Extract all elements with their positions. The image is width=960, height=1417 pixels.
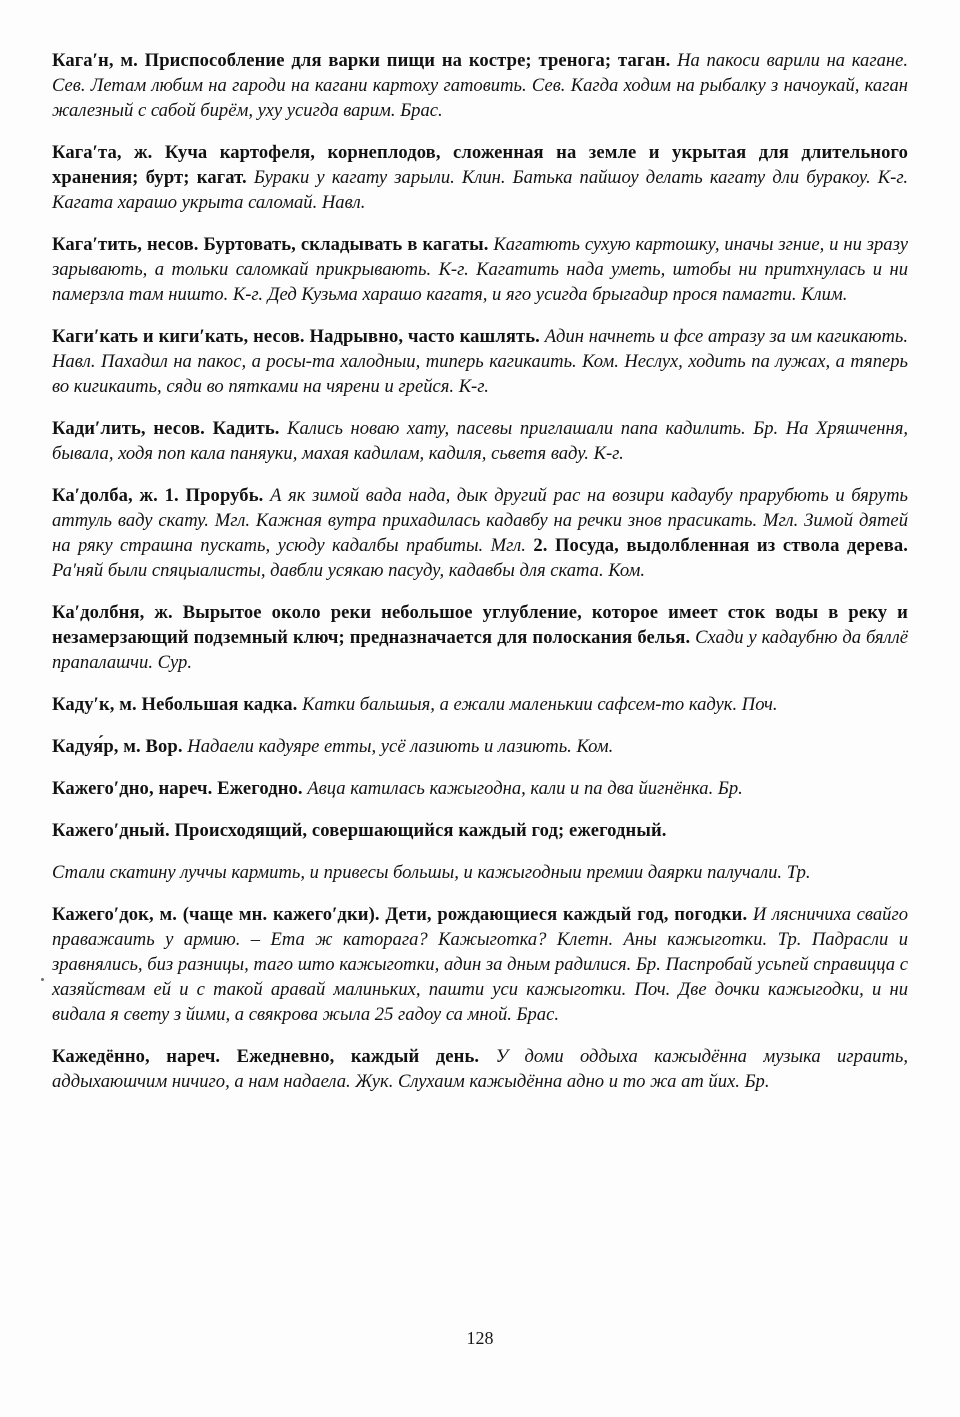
entry-headword: Каду′к, м. Небольшая кадка.	[52, 694, 298, 715]
dictionary-entry	[52, 483, 908, 583]
entry-sense-2-definition: 2. Посуда, выдолбленная из ствола дерева.	[533, 535, 908, 556]
entry-examples: Надаели кадуяре етты, усё лазиють и лазиють. Ком.	[187, 736, 614, 757]
entry-examples: А як зимой вада нада, дык другий рас на возири кадаубу прарубють и бяруть аттуль ваду скату. Мгл. Кажная вутра прихадилась кадавбу на речки знов прасикать. Мгл. Зимой дятей на ряку страшна пускать, усюду кадалбы прабиты. Мгл.	[52, 485, 908, 556]
margin-speck	[41, 978, 44, 981]
entry-examples: Кались новаю хату, пасевы приглашали папа кадилить. Бр. На Хряшчення, бывала, ходя поп кала паняуки, махая кадилам, кадиля, сьветя ваду. К-г.	[52, 418, 908, 464]
entry-examples: Кагатють сухую картошку, иначы згние, и ни зразу зарывають, а тольки саломкай прикрывають. К-г. Кагатить нада уметь, штобы ни притхнулась и ни памерзла там ништо. К-г. Дед Кузьма харашо кагатя, и яго усигда брыгадир прося памагти. Клим.	[52, 234, 908, 305]
entry-headword: Кажего′дно, нареч. Ежегодно.	[52, 778, 303, 799]
entry-examples: Схади у кадаубню да бяллё прапалашчи. Сур.	[52, 627, 908, 673]
entry-headword: Кажего′док, м. (чаще мн. кажего′дки). Дети, рождающиеся каждый год, погодки.	[52, 904, 748, 925]
dictionary-entry	[52, 416, 908, 466]
dictionary-entry	[52, 1044, 908, 1094]
entry-examples: На пакоси варили на кагане. Сев. Летам любим на гароди на кагани картоху гатовить. Сев. Кагда ходим на рыбалку з начоукай, каган жалезный с сабой бирём, уху усигда варим. Брас.	[52, 50, 908, 121]
entry-examples: Авца катилась кажыгодна, кали и па два йигнёнка. Бр.	[307, 778, 743, 799]
dictionary-entry	[52, 734, 908, 759]
dictionary-entry	[52, 600, 908, 675]
entry-headword: Кага′н, м. Приспособление для варки пищи на костре; тренога; таган.	[52, 50, 671, 71]
page-content-column	[52, 48, 908, 1094]
entry-examples: Адин начнеть и фсе атразу за им кагикають. Навл. Пахадил на пакос, а росы-та халодныи, типерь кагикаить. Ком. Неслух, ходить па лужах, а тяперь во кигикаить, сяди во пятками на чярени и грейся. К-г.	[52, 326, 908, 397]
dictionary-entry	[52, 692, 908, 717]
dictionary-entry	[52, 776, 908, 801]
entry-headword: Кага′та, ж. Куча картофеля, корнеплодов, сложенная на земле и укрытая для длительного хранения; бурт; кагат.	[52, 142, 908, 188]
standalone-illustration-paragraph: Стали скатину луччы кармить, и привесы большы, и кажыгодныи премии даярки палучали. Тр.	[52, 862, 811, 883]
page-number: 128	[466, 1328, 494, 1348]
entry-examples: Бураки у кагату зарыли. Клин. Батька пайшоу делать кагату дли буракоу. К-г. Кагата харашо укрыта саломай. Навл.	[52, 167, 908, 213]
entry-headword: Кади′лить, несов. Кадить.	[52, 418, 280, 439]
entry-headword: Ка′долба, ж. 1. Прорубь.	[52, 485, 264, 506]
dictionary-entry	[52, 818, 908, 843]
dictionary-entry	[52, 232, 908, 307]
entry-examples: Катки бальшыя, а ежали маленькии сафсем-то кадук. Поч.	[302, 694, 778, 715]
entry-sense-2-examples: Ра′няй были спяцыалисты, давбли усякаю пасуду, кадавбы для ската. Ком.	[52, 560, 646, 581]
dictionary-entry	[52, 902, 908, 1027]
dictionary-entry	[52, 324, 908, 399]
dictionary-entry	[52, 48, 908, 123]
entry-examples: И лясничиха свайго праважаить у армию. – Ета ж каторага? Кажыготка? Клетн. Аны кажыготки. Тр. Падрасли и зравнялись, биз разницы, таго што кажыготки, адин за дным радилися. Бр. Паспробай усьпей справицца с хазяйствам ей и с такой аравай малиньких, пашти уси кажыготки. Поч. Две дочки кажыгодки, и ни видала я свету з йими, а свякрова жыла 25 гадоу са мной. Брас.	[52, 904, 909, 1025]
entry-headword: Кажего′дный. Происходящий, совершающийся каждый год; ежегодный.	[52, 820, 667, 841]
entry-headword: Кага′тить, несов. Буртовать, складывать в кагаты.	[52, 234, 489, 255]
entry-headword: Ка′долбня, ж. Вырытое около реки небольшое углубление, которое имеет сток воды в реку и незамерзающий подземный ключ; предназначается для полоскания белья.	[52, 602, 908, 648]
entry-examples: У доми оддыха кажыдённа музыка играить, аддыхаюшчим ничиго, а нам надаела. Жук. Слухаим кажыдённа адно и то жа ат йих. Бр.	[52, 1046, 908, 1092]
entry-headword: Кадуя́р, м. Вор.	[52, 736, 183, 757]
entry-headword: Кажедённо, нареч. Ежедневно, каждый день.	[52, 1046, 480, 1067]
entry-headword: Каги′кать и киги′кать, несов. Надрывно, часто кашлять.	[52, 326, 540, 347]
dictionary-entry	[52, 140, 908, 215]
